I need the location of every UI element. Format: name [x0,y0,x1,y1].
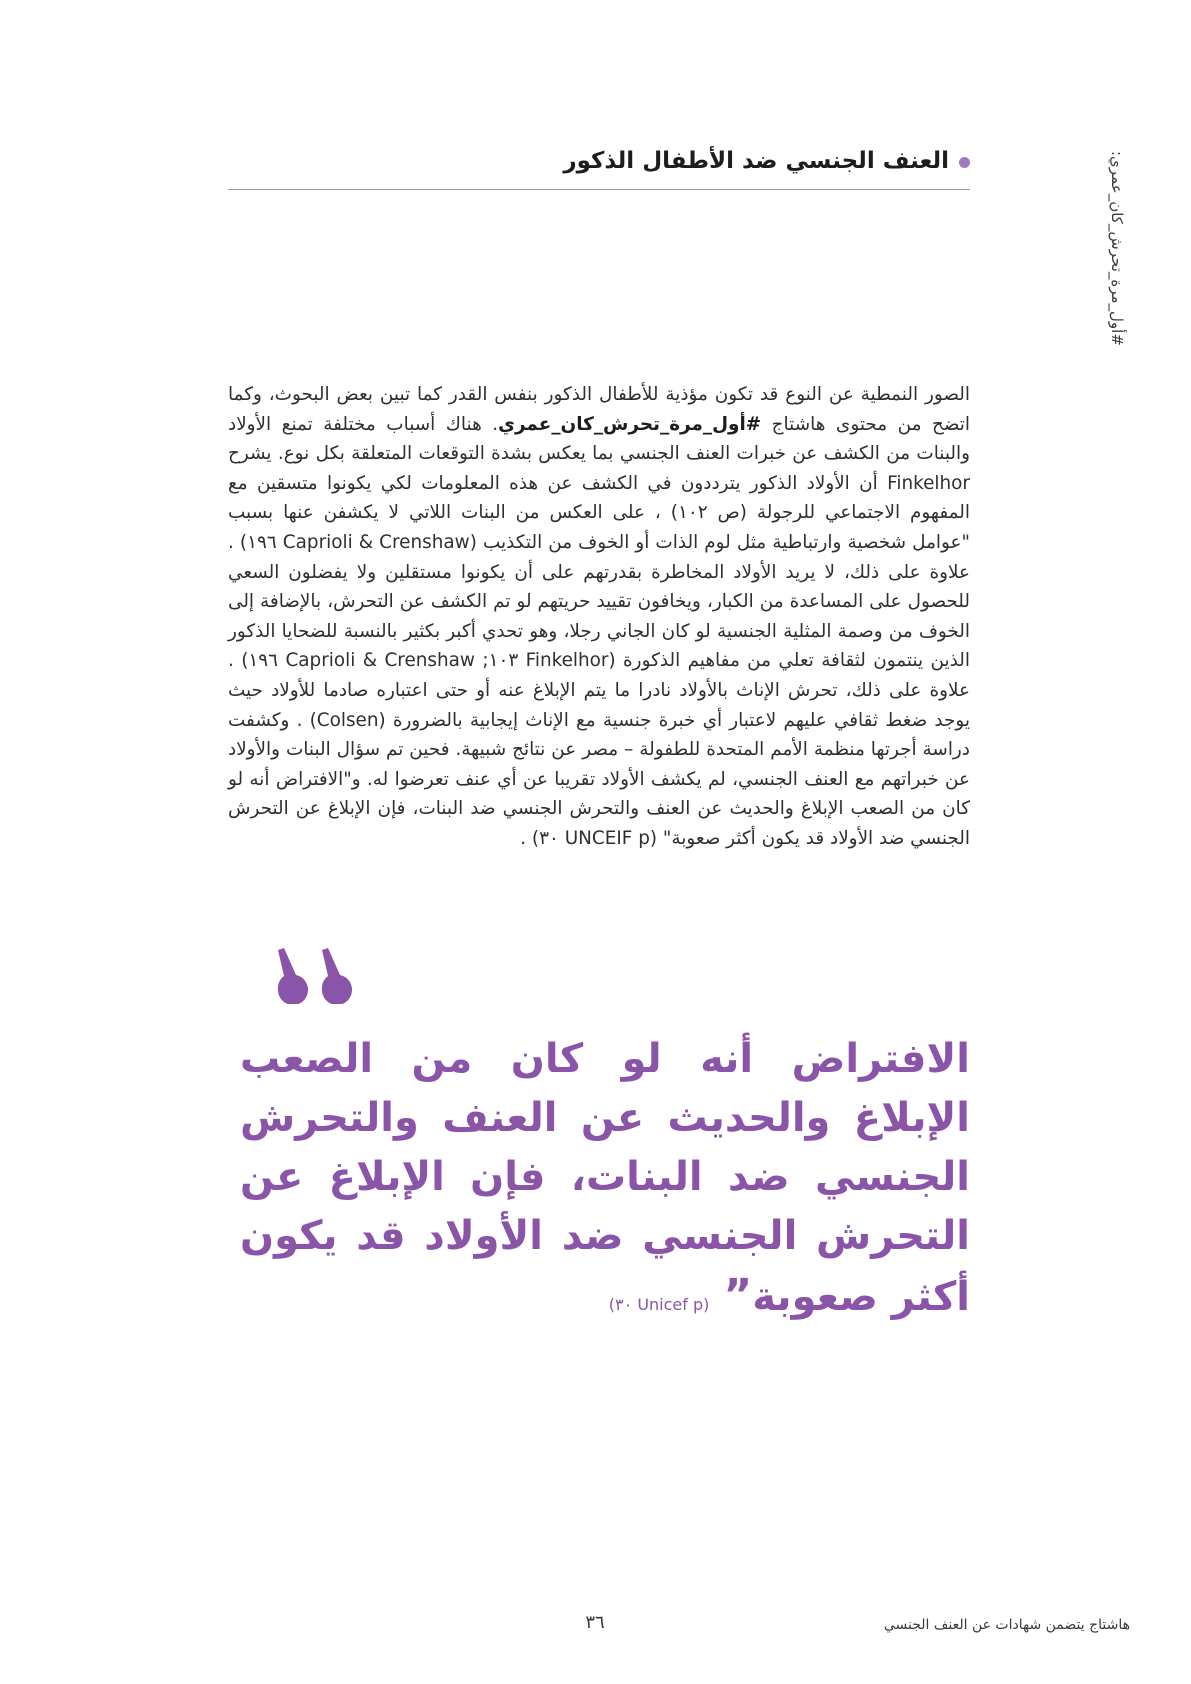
header-divider [228,189,970,190]
section-title: العنف الجنسي ضد الأطفال الذكور [563,148,949,174]
closing-quote-mark: ” [723,1270,753,1321]
side-hashtag: #أول_مرة_تحرش_كان_عمري: [1108,151,1126,346]
body-text-start: الصور النمطية عن النوع قد تكون مؤذية للأطفال الذكور بنفس القدر كما تبين بعض البحوث، وكما اتضح من محتوى هاشتاج [228,384,970,435]
page-number: ٣٦ [585,1612,605,1633]
pull-quote-source: (Unicef p ٣٠) [608,1295,710,1314]
pull-quote-text: الافتراض أنه لو كان من الصعب الإبلاغ والحديث عن العنف والتحرش الجنسي ضد البنات، فإن الإبلاغ عن التحرش الجنسي ضد الأولاد قد يكون أكثر صعوبة [240,1036,970,1320]
body-text-rest: . هناك أسباب مختلفة تمنع الأولاد والبنات من الكشف عن خبرات العنف الجنسي بما يعكس بشدة التوقعات المتعلقة بكل نوع. يشرح Finkelhor أن الأولاد الذكور يترددون في الكشف عن هذه المعلومات لكي يكونوا متسقين مع المفهوم الاجتماعي للرجولة (ص ١٠٢) ، على العكس من البنات اللاتي لا يكشفن عنها بسبب "عوامل شخصية وارتباطية مثل لوم الذات أو الخوف من التكذيب (Caprioli & Crenshaw ١٩٦) . علاوة على ذلك، لا يريد الأولاد المخاطرة بقدرتهم على أن يكونوا مستقلين ولا يفضلون السعي للحصول على المساعدة من الكبار، ويخافون تقييد حريتهم لو تم الكشف عن التحرش، بالإضافة إلى الخوف من وصمة المثلية الجنسية لو كان الجاني رجلا، وهو تحدي أكبر بكثير بالنسبة للضحايا الذكور الذين ينتمون لثقافة تعلي من مفاهيم الذكورة (Finkelhor ١٠٣; Caprioli & Crenshaw ١٩٦) . علاوة على ذلك، تحرش الإناث بالأولاد نادرا ما يتم الإبلاغ عنه أو حتى اعتباره صادما للأولاد حيث يوجد ضغط ثقافي عليهم لاعتبار أي خبرة جنسية مع الإناث إيجابية بالضرورة (Colsen) . وكشفت دراسة أجرتها منظمة الأمم المتحدة للطفولة – مصر عن نتائج شبيهة. فحين تم سؤال البنات والأولاد عن خبراتهم مع العنف الجنسي، لم يكشف الأولاد تقريبا عن أي عنف تعرضوا له. و"الافتراض أنه لو كان من الصعب الإبلاغ والحديث عن العنف والتحرش الجنسي ضد البنات، فإن الإبلاغ عن التحرش الجنسي ضد الأولاد قد يكون أكثر صعوبة" (UNCEIF p ٣٠) . [228,413,970,849]
hashtag-inline: #أول_مرة_تحرش_كان_عمري [498,413,762,435]
footer-title: هاشتاج يتضمن شهادات عن العنف الجنسي [883,1617,1130,1633]
quote-mark-icon [270,944,360,1004]
section-header [228,148,970,174]
body-paragraph [228,380,970,854]
bullet-icon [959,157,970,168]
pull-quote [240,1030,970,1334]
